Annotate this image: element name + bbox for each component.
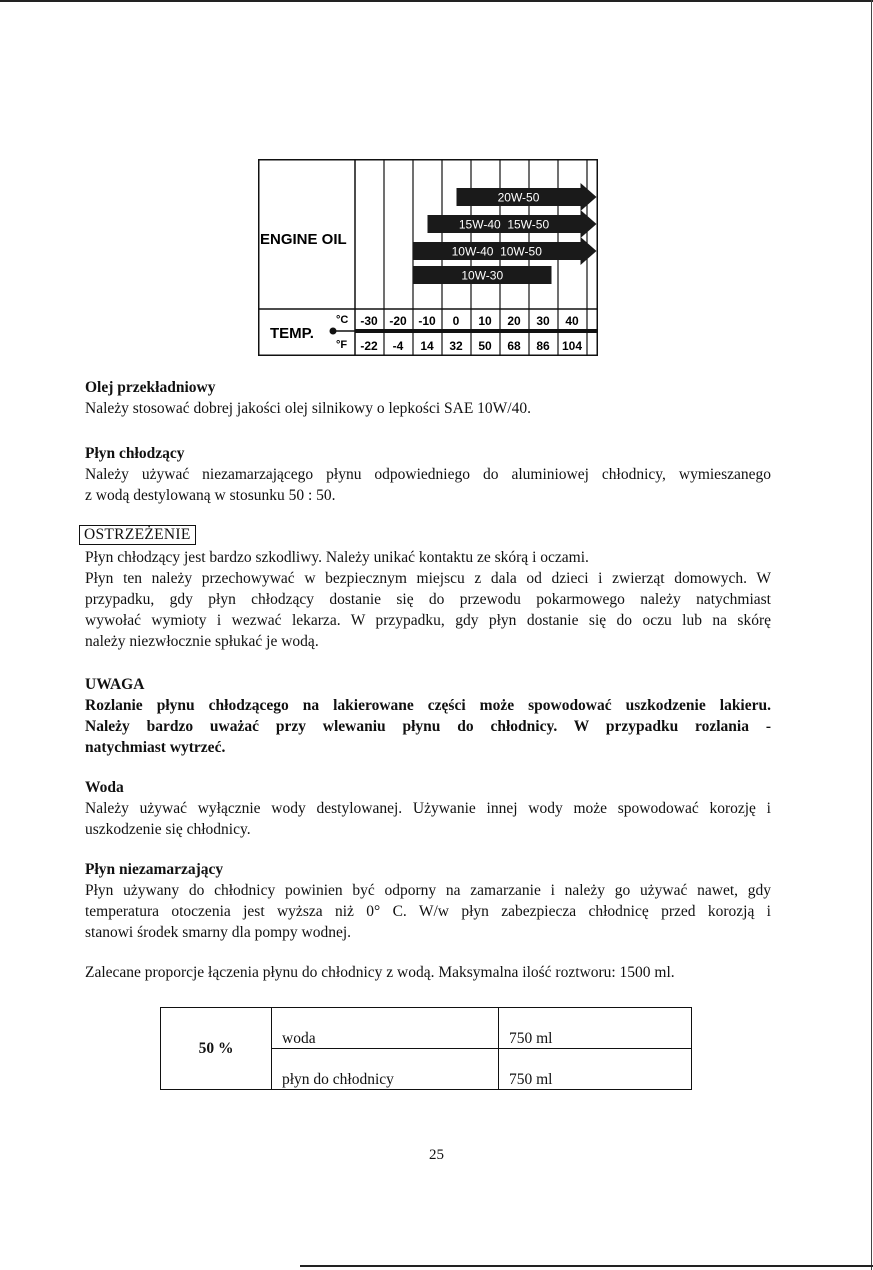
oil-grade-label: 20W-50 — [497, 190, 540, 205]
fahrenheit-tick-label: 68 — [507, 339, 521, 353]
caution-line1: Rozlanie płynu chłodzącego na lakierowane części może spowodować uszkodzenie lakieru. — [85, 697, 771, 714]
gear-oil-section — [85, 377, 771, 419]
warning-line5: należy niezwłocznie spłukać je wodą. — [85, 633, 319, 650]
coolant-text-line1: Należy używać niezamarzającego płynu odpowiedniego do aluminiowej chłodnicy, wymieszanego — [85, 466, 771, 483]
mix-intro-text: Zalecane proporcje łączenia płynu do chłodnicy z wodą. Maksymalna ilość roztworu: 1500 ml. — [85, 964, 675, 981]
fahrenheit-tick-label: 32 — [449, 339, 463, 353]
warning-line4: wywołać wymioty i wezwać lekarza. W przypadku, gdy płyn dostanie się do oczu lub na skórę — [85, 612, 771, 629]
table-row — [161, 1008, 692, 1049]
caution-section — [85, 674, 771, 758]
fahrenheit-tick-label: -22 — [360, 339, 378, 353]
oil-grade-label: 10W-30 — [461, 268, 504, 283]
water-title: Woda — [85, 779, 124, 796]
celsius-tick-label: -20 — [389, 314, 407, 328]
warning-line3: przypadku, gdy płyn chłodzący dostanie się do przewodu pokarmowego należy natychmiast — [85, 591, 771, 608]
celsius-tick-label: 40 — [565, 314, 579, 328]
antifreeze-line2: temperatura otoczenia jest wyższa niż 0° C. W/w płyn zabezpiecza chłodnicę przed korozją i — [85, 903, 771, 920]
celsius-tick-label: 10 — [478, 314, 492, 328]
water-section — [85, 777, 771, 840]
warning-line2: Płyn ten należy przechowywać w bezpiecznym miejscu z dala od dzieci i zwierząt domowych. W — [85, 570, 771, 587]
coolant-title: Płyn chłodzący — [85, 445, 185, 462]
fahrenheit-tick-label: 14 — [420, 339, 434, 353]
mix-name-cell: płyn do chłodnicy — [272, 1049, 499, 1090]
celsius-tick-label: 0 — [452, 314, 460, 328]
mix-intro-section — [85, 962, 771, 983]
oil-grade-label: 10W-40 10W-50 — [451, 244, 542, 259]
caution-line2: Należy bardzo uważać przy wlewaniu płynu do chłodnicy. W przypadku rozlania - — [85, 718, 771, 735]
water-line2: uszkodzenie się chłodnicy. — [85, 821, 251, 838]
mix-amount-cell: 750 ml — [499, 1049, 692, 1090]
scan-edge-top — [0, 0, 873, 2]
antifreeze-line1: Płyn używany do chłodnicy powinien być odporny na zamarzanie i należy go używać nawet, gdy — [85, 882, 771, 899]
fahrenheit-unit: °F — [336, 339, 348, 351]
warning-label: OSTRZEŻENIE — [79, 525, 196, 545]
caution-title: UWAGA — [85, 676, 145, 693]
fahrenheit-tick-label: 86 — [536, 339, 550, 353]
celsius-tick-label: 20 — [507, 314, 521, 328]
gear-oil-text: Należy stosować dobrej jakości olej silnikowy o lepkości SAE 10W/40. — [85, 400, 531, 417]
celsius-tick-label: 30 — [536, 314, 550, 328]
celsius-tick-label: -10 — [418, 314, 436, 328]
warning-text — [85, 547, 771, 652]
temp-label: TEMP. — [270, 325, 314, 342]
mix-percent-cell: 50 % — [161, 1008, 272, 1090]
warning-section — [79, 524, 765, 545]
celsius-unit: °C — [336, 314, 349, 326]
fahrenheit-tick-label: 104 — [561, 339, 583, 353]
fahrenheit-tick-label: 50 — [478, 339, 492, 353]
celsius-tick-label: -30 — [360, 314, 378, 328]
warning-line1: Płyn chłodzący jest bardzo szkodliwy. Należy unikać kontaktu ze skórą i oczami. — [85, 549, 589, 566]
scan-edge-bottom — [300, 1265, 873, 1267]
engine-oil-chart — [258, 159, 598, 356]
antifreeze-title: Płyn niezamarzający — [85, 861, 224, 878]
antifreeze-section — [85, 859, 771, 943]
page-number: 25 — [429, 1147, 444, 1163]
mix-amount-cell: 750 ml — [499, 1008, 692, 1049]
coolant-text-line2: z wodą destylowaną w stosunku 50 : 50. — [85, 487, 336, 504]
gear-oil-title: Olej przekładniowy — [85, 379, 216, 396]
oil-grade-label: 15W-40 15W-50 — [458, 217, 550, 232]
water-line1: Należy używać wyłącznie wody destylowanej. Używanie innej wody może spowodować korozję i — [85, 800, 771, 817]
mix-name-cell: woda — [272, 1008, 499, 1049]
scan-edge-right — [871, 0, 872, 1270]
coolant-section — [85, 443, 771, 506]
antifreeze-line3: stanowi środek smarny dla pompy wodnej. — [85, 924, 352, 941]
caution-line3: natychmiast wytrzeć. — [85, 739, 226, 756]
fahrenheit-tick-label: -4 — [392, 339, 404, 353]
engine-oil-label: ENGINE OIL — [260, 231, 347, 248]
coolant-mix-table — [160, 1007, 692, 1090]
